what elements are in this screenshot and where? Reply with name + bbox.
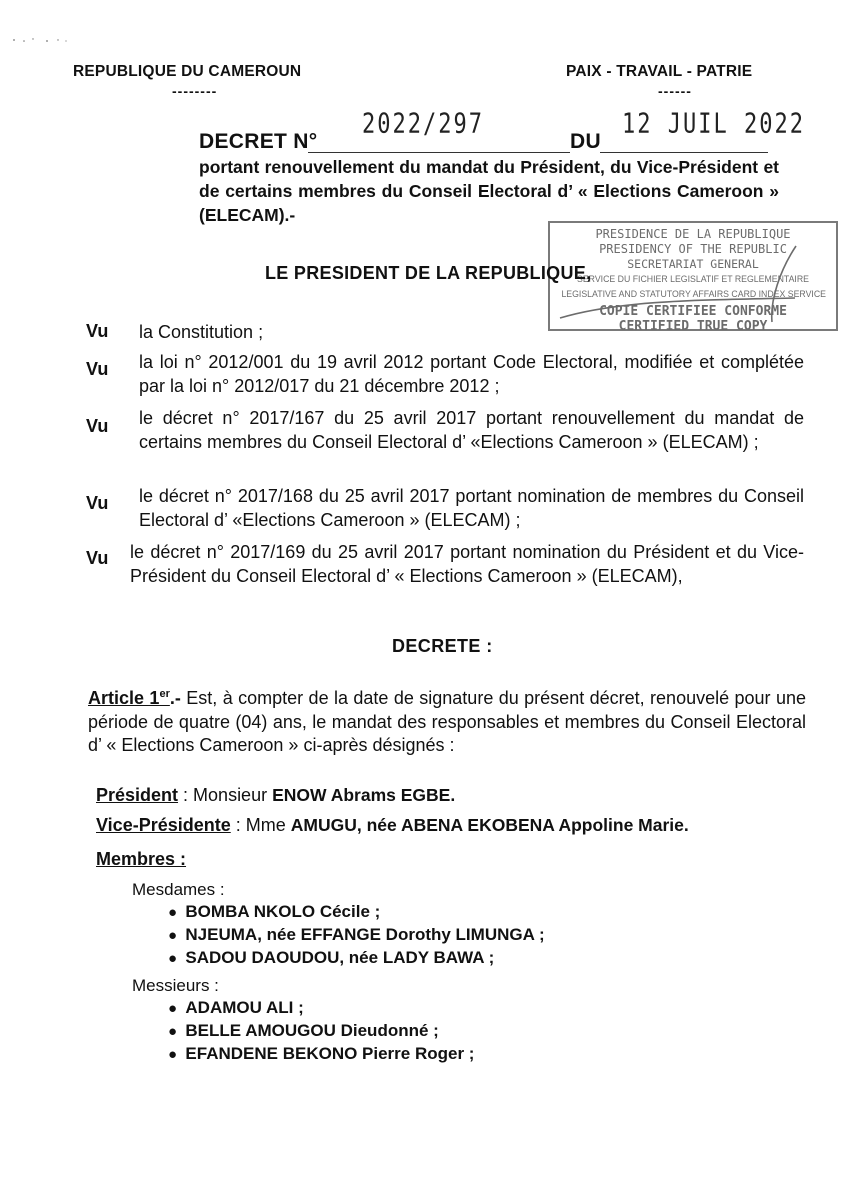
president-heading: LE PRESIDENT DE LA REPUBLIQUE, bbox=[265, 263, 592, 283]
vu-text-5: le décret n° 2017/169 du 25 avril 2017 portant nomination du Président et du Vice-Président du Conseil Electoral d’ « Elections Cameroon » (ELECAM), bbox=[130, 542, 804, 586]
stamp-line-5: LEGISLATIVE AND STATUTORY AFFAIRS CARD INDEX SERVICE bbox=[561, 289, 826, 300]
du-label: DU bbox=[570, 130, 601, 153]
list-item: ● EFANDENE BEKONO Pierre Roger ; bbox=[168, 1044, 475, 1063]
vu-label-4: Vu bbox=[86, 493, 109, 513]
list-item: ● NJEUMA, née EFFANGE Dorothy LIMUNGA ; bbox=[168, 925, 545, 944]
decree-subject: portant renouvellement du mandat du Président, du Vice-Président et de certains membres du Conseil Electoral d’ « Elections Cameroon » (ELECAM).- bbox=[199, 157, 779, 225]
article-1-label: Article 1er bbox=[88, 688, 170, 708]
vice-president-line: Vice-Présidente : Mme AMUGU, née ABENA EKOBENA Appoline Marie. bbox=[96, 815, 689, 835]
vu-label-5: Vu bbox=[86, 548, 109, 568]
stamp-line-4: SERVICE DU FICHIER LEGISLATIF ET REGLEMENTAIRE bbox=[577, 274, 809, 285]
decrete-heading: DECRETE : bbox=[392, 636, 493, 656]
president-label: Président bbox=[96, 785, 179, 805]
stamp-line-1: PRESIDENCE DE LA REPUBLIQUE bbox=[595, 227, 791, 241]
members-label: Membres : bbox=[96, 849, 187, 869]
stamp-line-6: COPIE CERTIFIEE CONFORME bbox=[599, 304, 787, 319]
republic-title: REPUBLIQUE DU CAMEROUN bbox=[73, 63, 302, 80]
vu-label-2: Vu bbox=[86, 359, 109, 379]
stamp-line-7: CERTIFIED TRUE COPY bbox=[618, 319, 768, 334]
messieurs-list bbox=[168, 998, 474, 1067]
stamp-line-2: PRESIDENCY OF THE REPUBLIC bbox=[599, 242, 787, 256]
president-line: Président : Monsieur ENOW Abrams EGBE. bbox=[96, 785, 456, 805]
article-1-body: Est, à compter de la date de signature du présent décret, renouvelé pour une période de quatre (04) ans, le mandat des responsables et membres du Conseil Electoral d’ « Elections Cameroon » ci-après désignés : bbox=[88, 688, 806, 755]
article-1-text: Article 1er.- Est, à compter de la date de signature du présent décret, renouvelé pour une période de quatre (04) ans, le mandat des responsables et membres du Conseil Electoral d’ « Elections Cameroon » ci-après désignés : bbox=[88, 688, 806, 755]
vu-text-2: la loi n° 2012/001 du 19 avril 2012 portant Code Electoral, modifiée et complétée par la loi n° 2012/017 du 21 décembre 2012 ; bbox=[139, 352, 804, 396]
vu-text-4: le décret n° 2017/168 du 25 avril 2017 portant nomination de membres du Conseil Electoral d’ «Elections Cameroon » (ELECAM) ; bbox=[139, 486, 804, 530]
list-item: ● BOMBA NKOLO Cécile ; bbox=[168, 902, 381, 921]
stamp-line-3: SECRETARIAT GENERAL bbox=[627, 257, 759, 271]
president-name: ENOW Abrams EGBE. bbox=[272, 785, 456, 805]
mesdames-list bbox=[168, 902, 545, 971]
list-item: ● BELLE AMOUGOU Dieudonné ; bbox=[168, 1021, 439, 1040]
decree-label: DECRET N° bbox=[199, 130, 318, 153]
vu-text-1: la Constitution ; bbox=[139, 322, 264, 342]
list-item: ● ADAMOU ALI ; bbox=[168, 998, 304, 1017]
article-1 bbox=[88, 683, 806, 758]
vu-text-3: le décret n° 2017/167 du 25 avril 2017 portant renouvellement du mandat de certains membres du Conseil Electoral d’ «Elections Cameroon » (ELECAM) ; bbox=[139, 408, 804, 452]
vice-president-label: Vice-Présidente bbox=[96, 815, 231, 835]
motto-rule: ------ bbox=[658, 83, 692, 99]
motto: PAIX - TRAVAIL - PATRIE bbox=[566, 63, 753, 80]
list-item: ● SADOU DAOUDOU, née LADY BAWA ; bbox=[168, 948, 495, 967]
vice-president-name: AMUGU, née ABENA EKOBENA Appoline Marie. bbox=[290, 815, 689, 835]
republic-rule: -------- bbox=[172, 83, 218, 99]
mesdames-label: Mesdames : bbox=[132, 880, 225, 899]
messieurs-label: Messieurs : bbox=[132, 976, 219, 995]
vu-label-1: Vu bbox=[86, 321, 109, 341]
decree-date: 12 JUIL 2022 bbox=[622, 108, 805, 141]
decree-number: 2022/297 bbox=[362, 108, 484, 141]
vu-label-3: Vu bbox=[86, 416, 109, 436]
